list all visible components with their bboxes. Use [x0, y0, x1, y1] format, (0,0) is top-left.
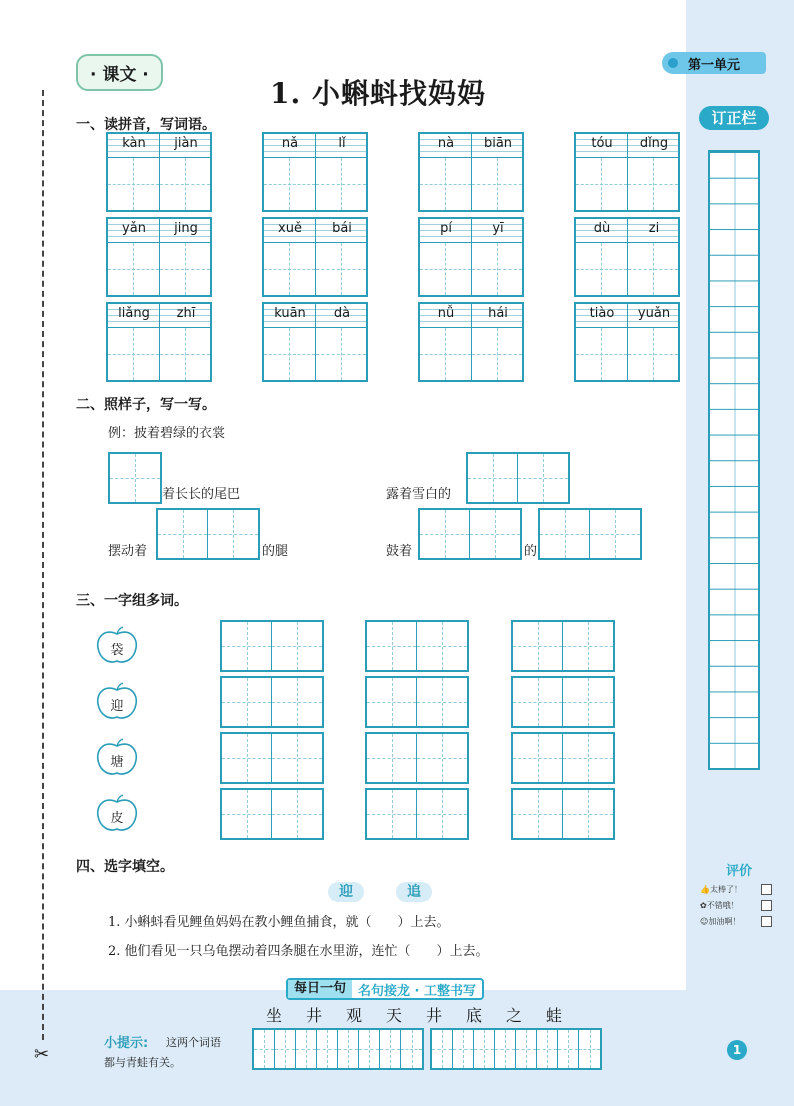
apple-icon [94, 738, 140, 778]
pinyin-line [576, 219, 678, 243]
phrase-3b: 的腿 [262, 544, 289, 559]
pinyin-line [576, 134, 678, 158]
scissors-icon: ✂ [34, 1044, 50, 1065]
pinyin-line [420, 134, 522, 158]
write-cell[interactable] [108, 328, 160, 380]
write-cell[interactable] [576, 243, 628, 295]
write-cell[interactable] [272, 790, 322, 838]
write-cell[interactable] [537, 1030, 558, 1068]
section1-heading: 一、读拼音，写词语。 [76, 117, 216, 133]
pinyin-block[interactable] [262, 132, 368, 212]
write-cell[interactable] [513, 734, 563, 782]
write-cell[interactable] [417, 790, 467, 838]
write-cell[interactable] [468, 454, 518, 502]
hint-line-1: 这两个词语 [166, 1036, 221, 1049]
pinyin-syllable: biān [483, 136, 513, 151]
write-cell[interactable] [516, 1030, 537, 1068]
group-char: 塘 [110, 755, 124, 770]
word-box[interactable] [365, 732, 469, 784]
pinyin-syllable: yǎn [122, 221, 146, 236]
write-cell[interactable] [540, 510, 590, 558]
write-cell[interactable] [316, 158, 367, 210]
idiom-char: 井 [425, 1006, 442, 1025]
word-box[interactable] [220, 732, 324, 784]
pinyin-line [264, 219, 366, 243]
pinyin-line [264, 134, 366, 158]
group-char: 迎 [110, 699, 124, 714]
word-box[interactable] [365, 620, 469, 672]
idiom-char: 坐 [265, 1006, 282, 1025]
evaluation-box [700, 860, 780, 927]
pinyin-syllable: nǚ [437, 306, 455, 321]
write-cell[interactable] [264, 158, 316, 210]
write-cell[interactable] [513, 622, 563, 670]
write-cell[interactable] [590, 510, 640, 558]
write-cell[interactable] [453, 1030, 474, 1068]
write-cell[interactable] [470, 510, 520, 558]
apple-icon [94, 682, 140, 722]
hint-label: 小提示: [104, 1036, 149, 1051]
write-cell[interactable] [518, 454, 568, 502]
evaluation-label: 加油啊！ [708, 917, 741, 926]
pinyin-syllable: kuān [274, 306, 306, 321]
pinyin-syllable: bái [332, 221, 352, 236]
unit-label: 第一单元 [688, 58, 741, 73]
pinyin-line [576, 304, 678, 328]
hint-line-2: 都与青蛙有关。 [104, 1056, 181, 1069]
flower-icon: ✿ [700, 901, 707, 910]
choice-option[interactable]: 追 [396, 882, 432, 902]
apple-icon [94, 794, 140, 834]
write-cell[interactable] [160, 243, 211, 295]
page-number: 1 [727, 1040, 747, 1060]
write-cell[interactable] [417, 734, 467, 782]
phrase-4b: 的 [524, 544, 538, 559]
evaluation-item[interactable] [700, 884, 780, 895]
checkbox[interactable] [761, 884, 772, 895]
evaluation-label: 太棒了！ [709, 885, 742, 894]
phrase-2: 露着雪白的 [386, 487, 452, 502]
evaluation-item[interactable] [700, 900, 780, 911]
write-cell[interactable] [563, 622, 613, 670]
write-cell[interactable] [474, 1030, 495, 1068]
write-cell[interactable] [338, 1030, 359, 1068]
phrase-1: 着长长的尾巴 [162, 487, 241, 502]
word-box[interactable] [511, 732, 615, 784]
write-cell[interactable] [108, 243, 160, 295]
write-cell[interactable] [380, 1030, 401, 1068]
pinyin-syllable: dǐng [639, 136, 669, 151]
write-cell[interactable] [108, 158, 160, 210]
word-box[interactable] [365, 676, 469, 728]
write-cell[interactable] [563, 678, 613, 726]
write-cell[interactable] [628, 243, 679, 295]
write-cell[interactable] [420, 158, 472, 210]
pinyin-syllable: lǐ [338, 136, 346, 151]
pinyin-syllable: jiàn [174, 136, 198, 151]
write-cell[interactable] [317, 1030, 338, 1068]
group-char: 皮 [110, 811, 124, 826]
write-cell[interactable] [367, 622, 417, 670]
write-cell[interactable] [264, 243, 316, 295]
correction-title: 订正栏 [699, 106, 769, 130]
write-cell[interactable] [222, 734, 272, 782]
write-cell[interactable] [420, 243, 472, 295]
answer-box[interactable] [156, 508, 260, 560]
dot-icon [668, 58, 678, 68]
question-2: 2. 他们看见一只乌龟摆动着四条腿在水里游，连忙（ ）上去。 [108, 944, 489, 959]
pinyin-block[interactable] [262, 302, 368, 382]
write-cell[interactable] [558, 1030, 579, 1068]
idiom-char: 之 [505, 1006, 522, 1025]
word-box[interactable] [220, 788, 324, 840]
write-cell[interactable] [264, 328, 316, 380]
write-cell[interactable] [367, 734, 417, 782]
daily-tag-right: 名句接龙 · 工整书写 [358, 983, 477, 999]
thumbs-up-icon: 👍 [700, 885, 710, 894]
pinyin-syllable: kàn [122, 136, 146, 151]
idiom-write-grid-1[interactable] [252, 1028, 424, 1070]
pinyin-line [420, 219, 522, 243]
pinyin-line [264, 304, 366, 328]
pinyin-block[interactable] [574, 217, 680, 297]
pinyin-syllable: liǎng [118, 306, 150, 321]
pinyin-syllable: dù [593, 221, 611, 236]
word-box[interactable] [220, 676, 324, 728]
pinyin-block[interactable] [418, 302, 524, 382]
pinyin-syllable: zi [648, 221, 660, 236]
cut-line [42, 90, 44, 1040]
pinyin-block[interactable] [574, 302, 680, 382]
write-cell[interactable] [359, 1030, 380, 1068]
correction-grid[interactable] [708, 150, 760, 770]
write-cell[interactable] [110, 454, 160, 502]
page-title: 1. 小蝌蚪找妈妈 [270, 77, 486, 110]
write-cell[interactable] [628, 158, 679, 210]
write-cell[interactable] [420, 510, 470, 558]
idiom-char: 蛙 [545, 1006, 562, 1025]
write-cell[interactable] [222, 790, 272, 838]
write-cell[interactable] [579, 1030, 600, 1068]
lesson-tab: · 课文 · [76, 54, 163, 91]
word-box[interactable] [365, 788, 469, 840]
write-cell[interactable] [472, 328, 523, 380]
answer-box[interactable] [466, 452, 570, 504]
pinyin-syllable: dà [333, 306, 351, 321]
write-cell[interactable] [472, 158, 523, 210]
pinyin-syllable: hái [488, 306, 508, 321]
write-cell[interactable] [563, 790, 613, 838]
daily-tag [286, 978, 484, 1000]
pinyin-syllable: pí [440, 221, 452, 236]
example-text: 例：披着碧绿的衣裳 [108, 426, 226, 441]
write-cell[interactable] [158, 510, 208, 558]
idiom-char: 观 [345, 1006, 362, 1025]
write-cell[interactable] [316, 328, 367, 380]
write-cell[interactable] [272, 622, 322, 670]
pinyin-syllable: jing [174, 221, 198, 236]
write-cell[interactable] [208, 510, 258, 558]
evaluation-label: 不错哦！ [706, 901, 739, 910]
checkbox[interactable] [761, 916, 772, 927]
write-cell[interactable] [576, 328, 628, 380]
pinyin-line [108, 134, 210, 158]
write-cell[interactable] [420, 328, 472, 380]
answer-box[interactable] [418, 508, 522, 560]
write-cell[interactable] [401, 1030, 422, 1068]
phrase-4a: 鼓着 [386, 544, 413, 559]
section4-heading: 四、选字填空。 [76, 859, 174, 875]
pinyin-syllable: tiào [589, 306, 615, 321]
pinyin-block[interactable] [262, 217, 368, 297]
answer-box[interactable] [538, 508, 642, 560]
write-cell[interactable] [296, 1030, 317, 1068]
pinyin-block[interactable] [106, 302, 212, 382]
pinyin-syllable: yuǎn [637, 306, 671, 321]
checkbox[interactable] [761, 900, 772, 911]
pinyin-syllable: nǎ [281, 136, 299, 151]
write-cell[interactable] [316, 243, 367, 295]
write-cell[interactable] [472, 243, 523, 295]
idiom-char: 天 [385, 1006, 402, 1025]
smile-icon: ☺ [700, 917, 709, 926]
evaluation-title: 评价 [726, 864, 753, 879]
pinyin-line [108, 304, 210, 328]
section3-heading: 三、一字组多词。 [76, 593, 188, 609]
phrase-3a: 摆动着 [108, 544, 148, 559]
apple-icon [94, 626, 140, 666]
pinyin-syllable: xuě [278, 221, 302, 236]
write-cell[interactable] [272, 734, 322, 782]
word-box[interactable] [511, 788, 615, 840]
write-cell[interactable] [576, 158, 628, 210]
word-box[interactable] [511, 620, 615, 672]
answer-box[interactable] [108, 452, 162, 504]
write-cell[interactable] [563, 734, 613, 782]
pinyin-block[interactable] [574, 132, 680, 212]
evaluation-item[interactable] [700, 916, 780, 927]
pinyin-block[interactable] [106, 217, 212, 297]
pinyin-block[interactable] [418, 217, 524, 297]
pinyin-line [420, 304, 522, 328]
write-cell[interactable] [160, 328, 211, 380]
idiom-char: 井 [305, 1006, 322, 1025]
write-cell[interactable] [367, 790, 417, 838]
write-cell[interactable] [513, 678, 563, 726]
pinyin-block[interactable] [418, 132, 524, 212]
pinyin-line [108, 219, 210, 243]
write-cell[interactable] [432, 1030, 453, 1068]
idiom-row [254, 1003, 574, 1026]
write-cell[interactable] [272, 678, 322, 726]
question-1: 1. 小蝌蚪看见鲤鱼妈妈在教小鲤鱼捕食，就（ ）上去。 [108, 915, 450, 930]
pinyin-syllable: tóu [591, 136, 613, 151]
pinyin-block[interactable] [106, 132, 212, 212]
daily-tag-left: 每日一句 [288, 980, 352, 998]
write-cell[interactable] [367, 678, 417, 726]
idiom-write-grid-2[interactable] [430, 1028, 602, 1070]
pinyin-syllable: yī [492, 221, 504, 236]
write-cell[interactable] [417, 678, 467, 726]
word-box[interactable] [511, 676, 615, 728]
write-cell[interactable] [254, 1030, 275, 1068]
unit-tag [662, 52, 766, 74]
write-cell[interactable] [417, 622, 467, 670]
write-cell[interactable] [628, 328, 679, 380]
word-box[interactable] [220, 620, 324, 672]
choice-option[interactable]: 迎 [328, 882, 364, 902]
pinyin-syllable: zhī [176, 306, 196, 321]
write-cell[interactable] [160, 158, 211, 210]
write-cell[interactable] [222, 622, 272, 670]
idiom-char: 底 [465, 1006, 482, 1025]
write-cell[interactable] [495, 1030, 516, 1068]
write-cell[interactable] [275, 1030, 296, 1068]
write-cell[interactable] [222, 678, 272, 726]
group-char: 袋 [110, 643, 124, 658]
write-cell[interactable] [513, 790, 563, 838]
section2-heading: 二、照样子，写一写。 [76, 397, 216, 413]
pinyin-syllable: nà [437, 136, 455, 151]
